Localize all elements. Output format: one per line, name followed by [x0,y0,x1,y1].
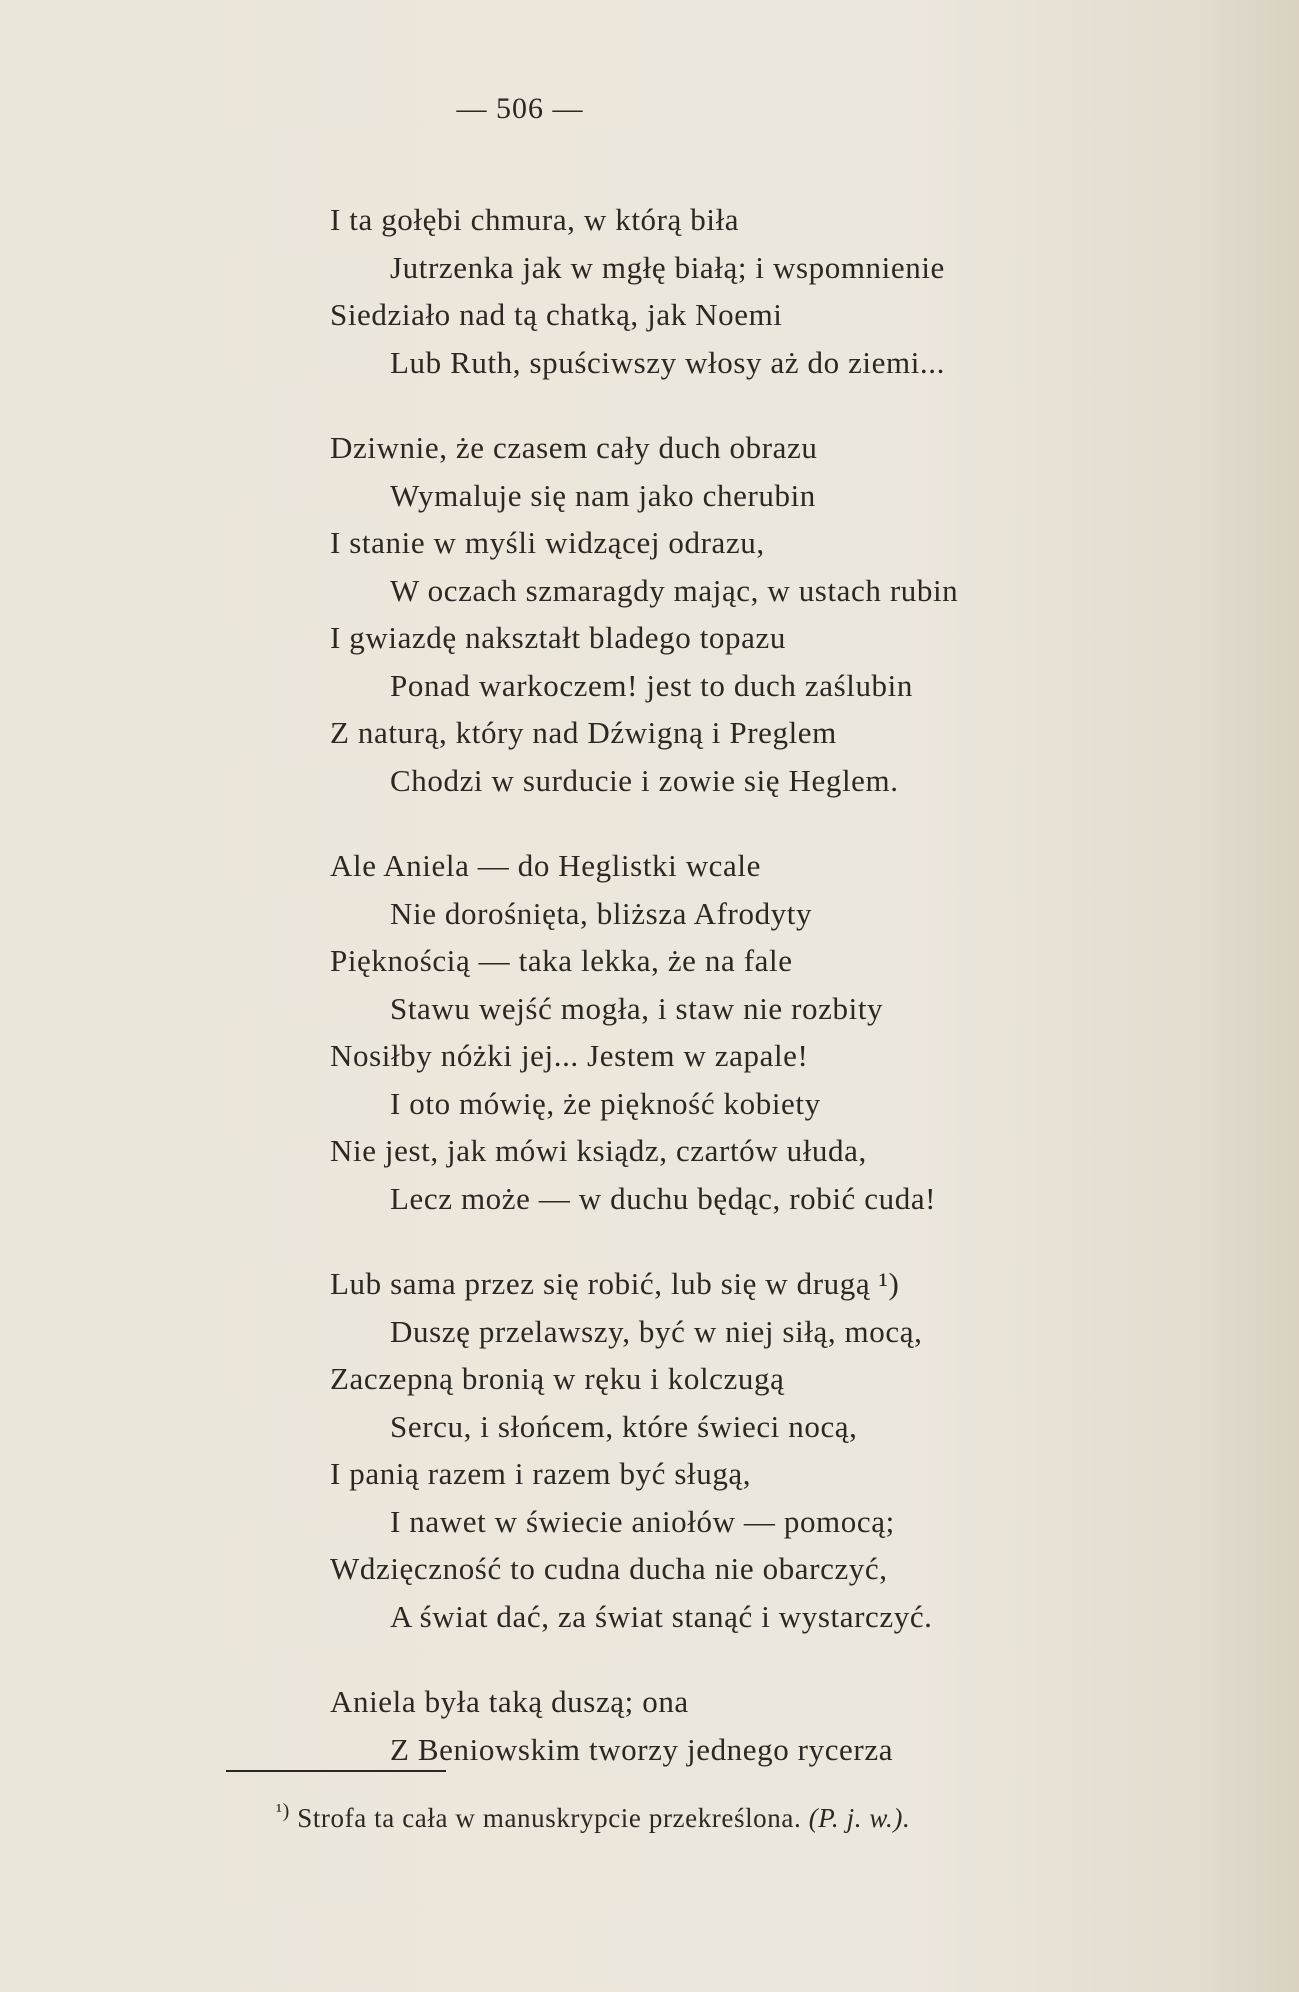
poem-line: Ponad warkoczem! jest to duch zaślubin [390,667,913,703]
poem-line: Pięknością — taka lekka, że na fale [330,943,793,978]
footnote-reference: (P. j. w.). [808,1803,911,1833]
poem-line: A świat dać, za świat stanąć i wystarczyć. [390,1598,933,1634]
poem-line: Sercu, i słońcem, które świeci nocą, [390,1408,858,1444]
poem-line: Lub sama przez się robić, lub się w drugą ¹) [330,1266,900,1301]
poem-line: Siedziało nad tą chatką, jak Noemi [330,297,783,332]
poem-line: Lub Ruth, spuściwszy włosy aż do ziemi... [390,344,945,380]
poem [330,196,1210,1811]
footnote-divider [226,1770,446,1772]
poem-line: Nie dorośnięta, bliższa Afrodyty [390,895,813,931]
poem-line: Wymaluje się nam jako cherubin [390,477,816,513]
poem-line: I nawet w świecie aniołów — pomocą; [390,1503,895,1539]
poem-line: I gwiazdę nakształt bladego topazu [330,620,786,655]
stanza [330,1678,1210,1773]
poem-line: Ale Aniela — do Heglistki wcale [330,848,761,883]
poem-line: Lecz może — w duchu będąc, robić cuda! [390,1180,937,1216]
poem-line: Dziwnie, że czasem cały duch obrazu [330,430,818,465]
poem-line: Stawu wejść mogła, i staw nie rozbity [390,990,884,1026]
poem-line: Nosiłby nóżki jej... Jestem w zapale! [330,1038,809,1073]
poem-line: Zaczepną bronią w ręku i kolczugą [330,1361,785,1396]
poem-line: W oczach szmaragdy mając, w ustach rubin [390,572,959,608]
footnote [276,1800,910,1834]
poem-line: Z naturą, który nad Dźwigną i Preglem [330,715,837,750]
poem-line: I oto mówię, że piękność kobiety [390,1085,821,1121]
poem-line: Duszę przelawszy, być w niej siłą, mocą, [390,1313,923,1349]
stanza [330,1260,1210,1640]
poem-line: Aniela była taką duszą; ona [330,1684,689,1719]
poem-line: Jutrzenka jak w mgłę białą; i wspomnienie [390,249,945,285]
stanza [330,842,1210,1222]
poem-line: Wdzięczność to cudna ducha nie obarczyć, [330,1551,888,1586]
stanza [330,424,1210,804]
poem-line: Nie jest, jak mówi ksiądz, czartów ułuda, [330,1133,867,1168]
poem-line: I ta gołębi chmura, w którą biła [330,202,740,237]
footnote-text: Strofa ta cała w manuskrypcie przekreślona. [297,1803,802,1833]
stanza [330,196,1210,386]
page-number: — 506 — [456,92,584,125]
poem-line: I stanie w myśli widzącej odrazu, [330,525,765,560]
poem-line: I panią razem i razem być sługą, [330,1456,752,1491]
poem-line: Z Beniowskim tworzy jednego rycerza [390,1731,894,1767]
footnote-marker: ¹) [276,1800,290,1822]
poem-line: Chodzi w surducie i zowie się Heglem. [390,762,899,798]
